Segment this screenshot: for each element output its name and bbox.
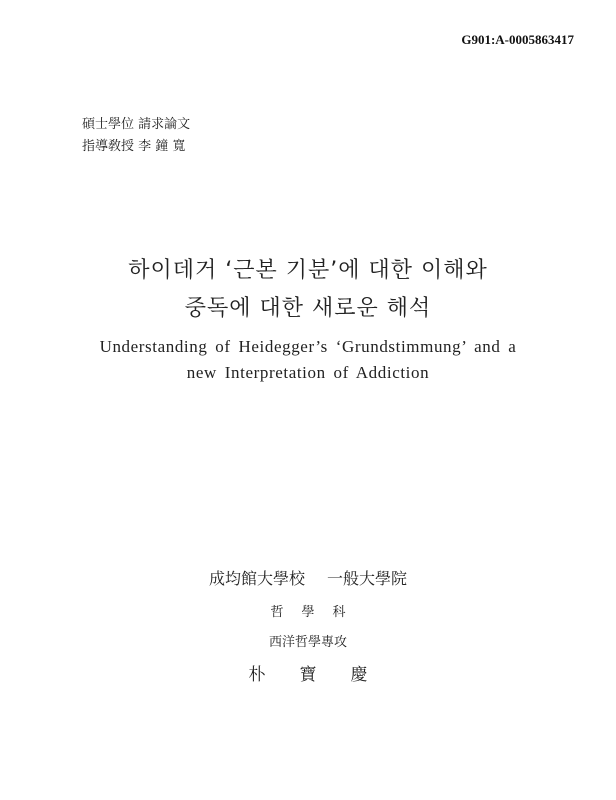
major-name: 西洋哲學專攻 [268,635,347,650]
department-name: 哲學科 [270,605,364,620]
institution-info [0,568,616,686]
english-title-line-1: Understanding of Heidegger’s ‘Grundstimmung’ and a [99,337,517,356]
english-title [0,334,616,386]
thesis-title [0,252,616,386]
university-name: 成均館大學校 [208,569,305,588]
degree-info [82,114,190,158]
advisor-line: 指導敎授 李 鐘 寬 [82,139,186,154]
degree-title: 碩士學位 請求論文 [82,117,191,132]
document-id: G901:A-0005863417 [461,32,574,47]
korean-title-line-1: 하이데거 ‘근본 기분’에 대한 이해와 [128,258,488,283]
korean-title-line-2: 중독에 대한 새로운 해석 [184,296,432,321]
graduate-school-name: 一般大學院 [327,569,408,588]
university-line [0,568,616,590]
author-name: 朴寶慶 [248,665,402,685]
english-title-line-2: new Interpretation of Addiction [186,363,430,382]
